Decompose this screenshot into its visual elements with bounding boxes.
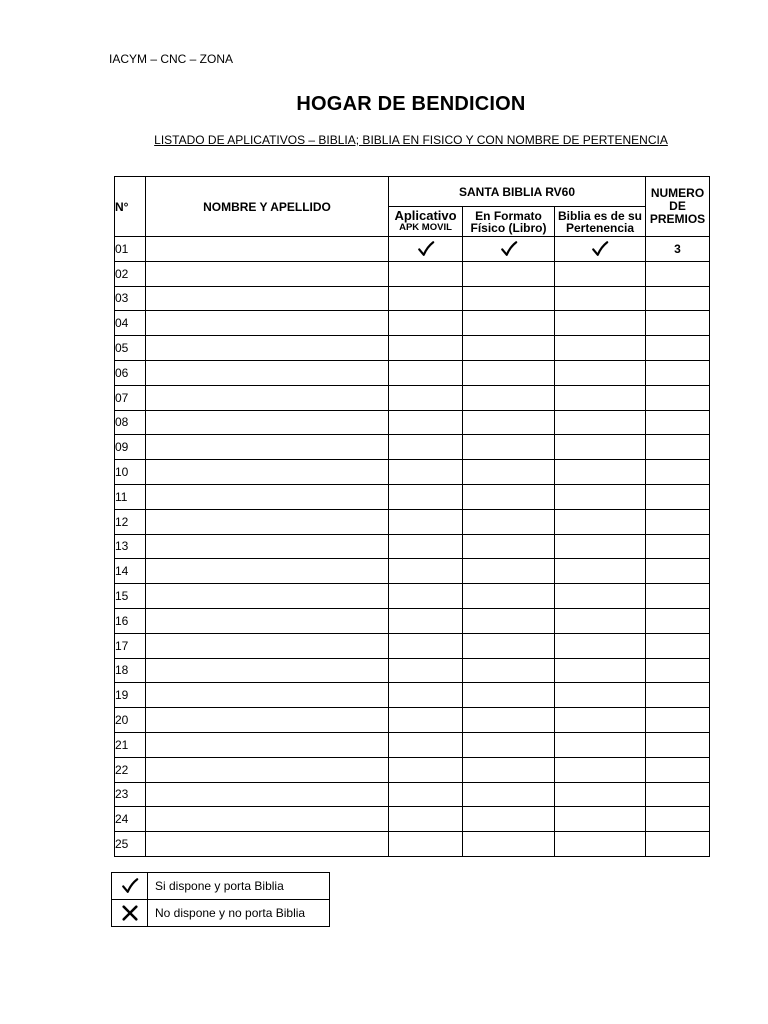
registration-table [114,176,710,857]
row-number: 25 [115,832,146,857]
premios-cell[interactable] [646,683,710,708]
name-cell[interactable] [146,360,389,385]
premios-cell[interactable] [646,708,710,733]
aplicativo-cell[interactable] [389,807,463,832]
row-number: 23 [115,782,146,807]
organization-label: IACYM – CNC – ZONA [109,52,234,66]
row-number: 09 [115,435,146,460]
fisico-cell[interactable] [463,261,555,286]
check-icon [121,877,139,895]
name-cell[interactable] [146,633,389,658]
premios-header-line: PREMIOS [649,212,706,226]
aplicativo-cell[interactable] [389,336,463,361]
pertenencia-cell[interactable] [555,584,646,609]
aplicativo-header-line: APK MOVIL [399,221,452,233]
aplicativo-cell[interactable] [389,509,463,534]
table-row [115,311,710,336]
name-cell[interactable] [146,534,389,559]
row-number: 15 [115,584,146,609]
row-number: 16 [115,608,146,633]
legend-text: Si dispone y porta Biblia [148,873,330,900]
fisico-cell[interactable] [463,832,555,857]
fisico-cell[interactable] [463,757,555,782]
pertenencia-cell[interactable] [555,385,646,410]
name-cell[interactable] [146,410,389,435]
pertenencia-cell[interactable] [555,658,646,683]
pertenencia-header-line: Pertenencia [565,220,635,235]
aplicativo-cell[interactable] [389,708,463,733]
table-row [115,732,710,757]
table-row [115,807,710,832]
pertenencia-header-line: Biblia es de su [557,208,643,223]
legend-table [111,872,330,927]
table-row [115,608,710,633]
aplicativo-cell[interactable] [389,261,463,286]
aplicativo-cell[interactable] [389,410,463,435]
pertenencia-cell[interactable] [555,286,646,311]
page-subtitle: LISTADO DE APLICATIVOS – BIBLIA; BIBLIA EN FISICO Y CON NOMBRE DE PERTENENCIA [154,133,668,147]
group-header-santa-biblia: SANTA BIBLIA RV60 [389,177,646,207]
pertenencia-cell[interactable] [555,509,646,534]
name-cell[interactable] [146,584,389,609]
aplicativo-cell[interactable] [389,385,463,410]
cross-icon [121,904,139,922]
fisico-cell[interactable] [463,484,555,509]
name-cell[interactable] [146,832,389,857]
fisico-cell[interactable] [463,385,555,410]
fisico-cell[interactable] [463,658,555,683]
fisico-cell[interactable] [463,237,555,262]
table-row [115,782,710,807]
row-number: 08 [115,410,146,435]
aplicativo-cell[interactable] [389,360,463,385]
aplicativo-cell[interactable] [389,484,463,509]
fisico-cell[interactable] [463,608,555,633]
fisico-cell[interactable] [463,807,555,832]
name-cell[interactable] [146,509,389,534]
table-row [115,237,710,262]
table-row [115,410,710,435]
premios-header-line: DE [669,199,686,213]
name-cell[interactable] [146,559,389,584]
aplicativo-cell[interactable] [389,732,463,757]
name-cell[interactable] [146,237,389,262]
name-cell[interactable] [146,658,389,683]
premios-cell[interactable] [646,633,710,658]
premios-cell[interactable] [646,782,710,807]
pertenencia-cell[interactable] [555,460,646,485]
pertenencia-cell[interactable] [555,435,646,460]
aplicativo-header-line: Aplicativo [394,207,457,223]
table-body [115,237,710,857]
premios-cell[interactable] [646,410,710,435]
row-number: 06 [115,360,146,385]
name-cell[interactable] [146,336,389,361]
row-number: 03 [115,286,146,311]
row-number: 02 [115,261,146,286]
legend-row-check [112,873,330,900]
pertenencia-cell[interactable] [555,336,646,361]
fisico-cell[interactable] [463,683,555,708]
name-cell[interactable] [146,286,389,311]
name-cell[interactable] [146,460,389,485]
fisico-cell[interactable] [463,460,555,485]
name-cell[interactable] [146,261,389,286]
name-cell[interactable] [146,683,389,708]
aplicativo-cell[interactable] [389,534,463,559]
column-header-name: NOMBRE Y APELLIDO [146,177,389,237]
table-row [115,683,710,708]
premios-cell[interactable] [646,460,710,485]
premios-cell[interactable] [646,435,710,460]
premios-cell[interactable] [646,658,710,683]
table-row [115,658,710,683]
aplicativo-cell[interactable] [389,237,463,262]
fisico-cell[interactable] [463,633,555,658]
fisico-header-line: Físico (Libro) [470,220,547,235]
row-number: 07 [115,385,146,410]
aplicativo-cell[interactable] [389,559,463,584]
table-row [115,534,710,559]
legend-text: No dispone y no porta Biblia [148,900,330,927]
table-row [115,435,710,460]
column-header-fisico [463,207,555,237]
pertenencia-cell[interactable] [555,410,646,435]
table-row [115,509,710,534]
row-number: 22 [115,757,146,782]
premios-cell[interactable]: 3 [646,237,710,262]
premios-cell[interactable] [646,484,710,509]
name-cell[interactable] [146,484,389,509]
pertenencia-cell[interactable] [555,360,646,385]
row-number: 18 [115,658,146,683]
table-row [115,460,710,485]
fisico-cell[interactable] [463,360,555,385]
pertenencia-cell[interactable] [555,732,646,757]
pertenencia-cell[interactable] [555,683,646,708]
pertenencia-cell[interactable] [555,311,646,336]
fisico-cell[interactable] [463,311,555,336]
premios-cell[interactable] [646,608,710,633]
name-cell[interactable] [146,708,389,733]
row-number: 04 [115,311,146,336]
premios-cell[interactable] [646,311,710,336]
table-row [115,757,710,782]
row-number: 20 [115,708,146,733]
fisico-cell[interactable] [463,534,555,559]
fisico-cell[interactable] [463,732,555,757]
pertenencia-cell[interactable] [555,237,646,262]
pertenencia-cell[interactable] [555,708,646,733]
aplicativo-cell[interactable] [389,757,463,782]
row-number: 19 [115,683,146,708]
premios-cell[interactable] [646,807,710,832]
fisico-cell[interactable] [463,286,555,311]
premios-cell[interactable] [646,336,710,361]
premios-cell[interactable] [646,534,710,559]
check-icon [500,240,518,258]
column-header-premios [646,177,710,237]
aplicativo-cell[interactable] [389,460,463,485]
pertenencia-cell[interactable] [555,807,646,832]
table-row [115,832,710,857]
fisico-cell[interactable] [463,782,555,807]
table-row [115,484,710,509]
page-title: HOGAR DE BENDICION [296,93,526,115]
row-number: 01 [115,237,146,262]
premios-cell[interactable] [646,559,710,584]
premios-cell[interactable] [646,509,710,534]
fisico-cell[interactable] [463,509,555,534]
column-header-aplicativo [389,207,463,237]
aplicativo-cell[interactable] [389,633,463,658]
premios-cell[interactable] [646,261,710,286]
row-number: 12 [115,509,146,534]
pertenencia-cell[interactable] [555,559,646,584]
fisico-cell[interactable] [463,435,555,460]
premios-cell[interactable] [646,732,710,757]
check-icon [417,240,435,258]
fisico-cell[interactable] [463,584,555,609]
pertenencia-cell[interactable] [555,633,646,658]
aplicativo-cell[interactable] [389,683,463,708]
name-cell[interactable] [146,608,389,633]
premios-cell[interactable] [646,757,710,782]
table-row [115,708,710,733]
fisico-cell[interactable] [463,559,555,584]
row-number: 24 [115,807,146,832]
name-cell[interactable] [146,732,389,757]
fisico-cell[interactable] [463,336,555,361]
aplicativo-cell[interactable] [389,286,463,311]
aplicativo-cell[interactable] [389,608,463,633]
row-number: 13 [115,534,146,559]
table-row [115,385,710,410]
row-number: 05 [115,336,146,361]
premios-cell[interactable] [646,385,710,410]
premios-cell[interactable] [646,286,710,311]
fisico-cell[interactable] [463,708,555,733]
name-cell[interactable] [146,311,389,336]
name-cell[interactable] [146,782,389,807]
table-row [115,633,710,658]
premios-cell[interactable] [646,832,710,857]
table-row [115,286,710,311]
row-number: 21 [115,732,146,757]
pertenencia-cell[interactable] [555,782,646,807]
aplicativo-cell[interactable] [389,311,463,336]
table-row [115,336,710,361]
legend-symbol-cell [112,873,148,900]
table-row [115,261,710,286]
name-cell[interactable] [146,385,389,410]
premios-cell[interactable] [646,584,710,609]
table-row [115,360,710,385]
table-row [115,559,710,584]
name-cell[interactable] [146,435,389,460]
premios-cell[interactable] [646,360,710,385]
legend-row-cross [112,900,330,927]
aplicativo-cell[interactable] [389,782,463,807]
row-number: 11 [115,484,146,509]
premios-header-line: NUMERO [650,186,705,200]
pertenencia-cell[interactable] [555,832,646,857]
name-cell[interactable] [146,807,389,832]
pertenencia-cell[interactable] [555,534,646,559]
pertenencia-cell[interactable] [555,608,646,633]
legend-symbol-cell [112,900,148,927]
column-header-number: N° [115,177,146,237]
aplicativo-cell[interactable] [389,658,463,683]
table-row [115,584,710,609]
row-number: 14 [115,559,146,584]
row-number: 17 [115,633,146,658]
fisico-header-line: En Formato [475,208,542,223]
fisico-cell[interactable] [463,410,555,435]
pertenencia-cell[interactable] [555,261,646,286]
aplicativo-cell[interactable] [389,435,463,460]
column-header-pertenencia [555,207,646,237]
name-cell[interactable] [146,757,389,782]
pertenencia-cell[interactable] [555,757,646,782]
pertenencia-cell[interactable] [555,484,646,509]
row-number: 10 [115,460,146,485]
aplicativo-cell[interactable] [389,584,463,609]
check-icon [591,240,609,258]
aplicativo-cell[interactable] [389,832,463,857]
